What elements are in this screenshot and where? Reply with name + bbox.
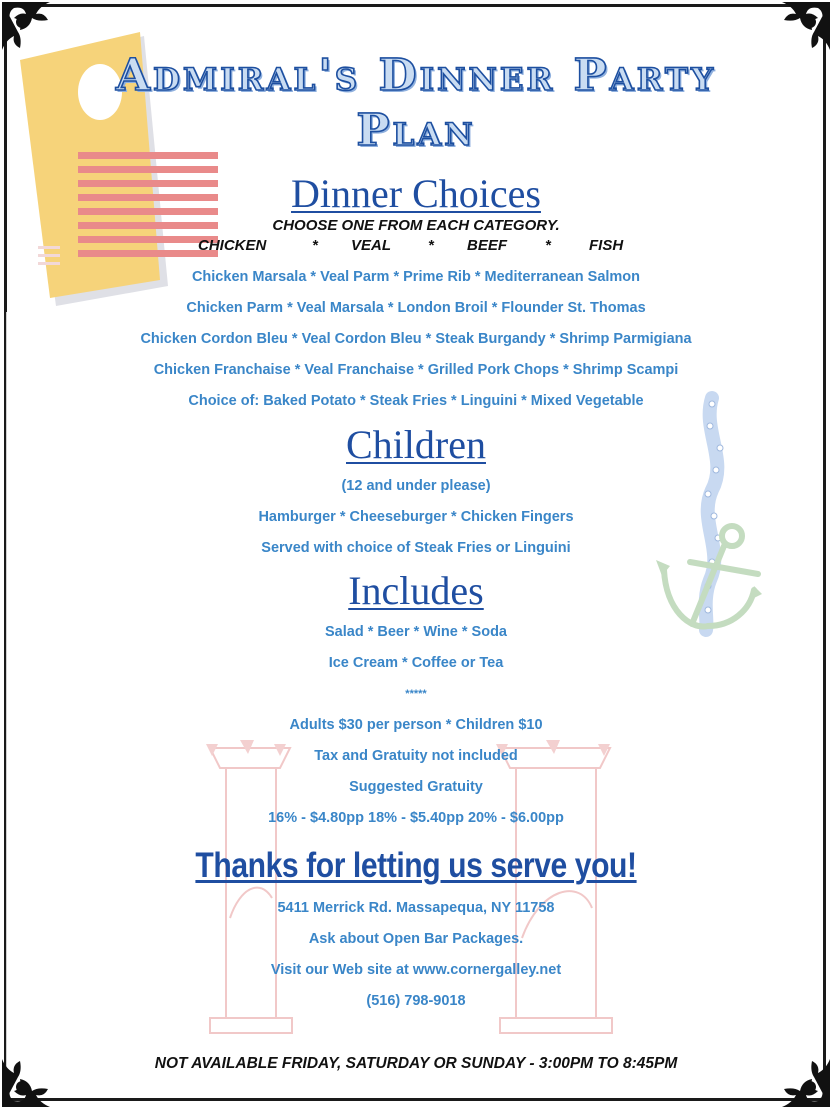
page-title-line2: Plan <box>356 105 476 156</box>
category-label: FISH <box>589 237 624 254</box>
menu-row: Chicken Marsala * Veal Parm * Prime Rib * Mediterranean Salmon <box>191 269 641 285</box>
includes-row: Salad * Beer * Wine * Soda <box>325 624 507 640</box>
includes-heading: Includes <box>348 568 484 613</box>
pricing-row: Tax and Gratuity not included <box>314 748 518 764</box>
open-bar-line: Ask about Open Bar Packages. <box>308 931 524 947</box>
menu-row: Choice of: Baked Potato * Steak Fries * Linguini * Mixed Vegetable <box>188 393 644 409</box>
category-separator: * <box>545 237 551 254</box>
phone-line: (516) 798-9018 <box>366 993 466 1009</box>
menu-row: Chicken Cordon Bleu * Veal Cordon Bleu * Steak Burgandy * Shrimp Parmigiana <box>140 331 692 347</box>
separator-stars: ***** <box>405 688 427 700</box>
category-separator: * <box>312 237 318 254</box>
menu-row: Chicken Franchaise * Veal Franchaise * Grilled Pork Chops * Shrimp Scampi <box>153 362 679 378</box>
dinner-instruction: CHOOSE ONE FROM EACH CATEGORY. <box>272 217 560 234</box>
children-heading: Children <box>346 422 486 467</box>
pricing-row: Suggested Gratuity <box>349 779 483 795</box>
gratuity-row: 16% - $4.80pp 18% - $5.40pp 20% - $6.00pp <box>268 810 564 826</box>
category-separator: * <box>428 237 434 254</box>
menu-row: Chicken Parm * Veal Marsala * London Broil * Flounder St. Thomas <box>186 300 646 316</box>
category-label: BEEF <box>467 237 508 254</box>
corner-ornament-icon <box>780 0 832 52</box>
children-row: Hamburger * Cheeseburger * Chicken Fingers <box>258 509 574 525</box>
address-line: 5411 Merrick Rd. Massapequa, NY 11758 <box>277 900 555 916</box>
dinner-choices-heading: Dinner Choices <box>291 171 541 216</box>
availability-footer: NOT AVAILABLE FRIDAY, SATURDAY OR SUNDAY - 3:00PM TO 8:45PM <box>154 1055 678 1072</box>
category-label: CHICKEN <box>198 237 267 254</box>
thanks-banner: Thanks for letting us serve you! <box>195 846 637 885</box>
page-title: Admiral's Dinner Party <box>115 50 717 101</box>
includes-row: Ice Cream * Coffee or Tea <box>328 655 504 671</box>
children-row: Served with choice of Steak Fries or Linguini <box>261 540 571 556</box>
children-row: (12 and under please) <box>341 478 491 494</box>
pricing-row: Adults $30 per person * Children $10 <box>289 717 543 733</box>
category-label: VEAL <box>351 237 392 254</box>
website-line[interactable]: Visit our Web site at www.cornergalley.net <box>270 962 562 978</box>
